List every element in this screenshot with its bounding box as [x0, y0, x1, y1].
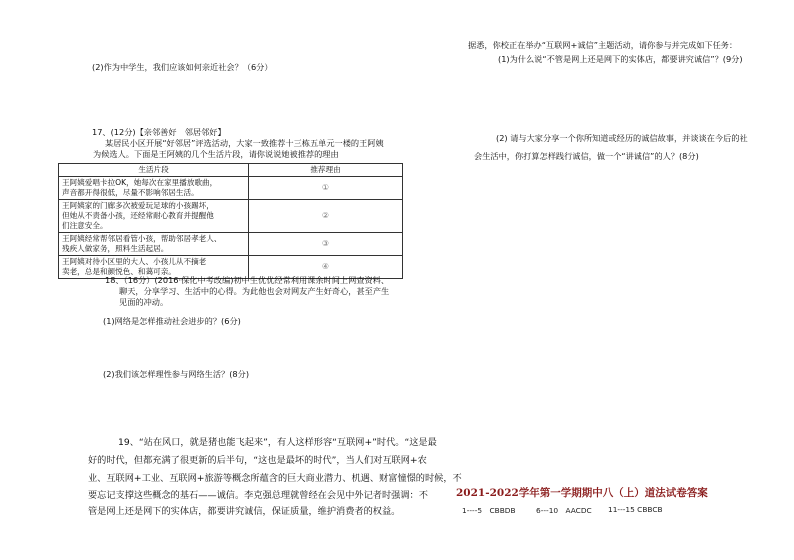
q17-intro-line1: 某居民小区开展“好邻居”评选活动，大家一致推荐十三栋五单元一楼的王阿姨: [105, 138, 384, 148]
q19-line1: 19、“站在风口，就是猪也能飞起来”，有人这样形容“互联网+”时代。“这是最: [118, 437, 437, 448]
q18-part1: (1)网络是怎样推动社会进步的？(6分): [103, 316, 241, 326]
answer-key-title: 2021-2022学年第一学期期中八（上）道法试卷答案: [456, 487, 708, 499]
q19-part1: (1)为什么说“不管是网上还是网下的实体店，都要讲究诚信”？(9分): [498, 54, 743, 64]
fragment-line: 王阿姨家的门廊多次被爱玩足球的小孩踢坏，: [62, 201, 214, 210]
fragment-line: 声音都开得很低，尽量不影响邻居生活。: [62, 188, 199, 197]
q19-task-intro: 据悉，你校正在举办“互联网+诚信”主题活动，请你参与并完成如下任务：: [468, 40, 738, 50]
fragment-line: 王阿姨对待小区里的大人、小孩儿从不摘老: [62, 257, 207, 266]
q19-line5: 管是网上还是网下的实体店，都要讲究诚信，保证质量，维护消费者的权益。: [88, 506, 401, 517]
q17-table: [58, 163, 403, 279]
q17-heading: 17、(12分)【亲邻善好 邻居邻好】: [92, 127, 226, 137]
table-header-reason: 推荐理由: [249, 164, 403, 177]
q18-stem-line2: 聊天，分享学习、生活中的心得。为此他也会对网友产生好奇心，甚至产生: [119, 286, 390, 296]
q19-line2: 好的时代，但都充满了很更新的后半句，“这也是最坏的时代”，当人们对互联网+农: [88, 455, 427, 466]
fragment-line: 残疾人做家务，照料生活起居。: [62, 244, 169, 253]
table-row: [59, 233, 403, 256]
reason-cell[interactable]: ①: [249, 177, 403, 200]
fragment-line: 们注意安全。: [62, 221, 108, 230]
reason-cell[interactable]: ②: [249, 200, 403, 233]
table-header-fragment: 生活片段: [59, 164, 249, 177]
q19-line3: 业、互联网+工业、互联网+旅游等概念所蕴含的巨大商业潜力、机遇、财富憧憬的时候，不: [88, 473, 462, 484]
q16-part2: (2)作为中学生，我们应该如何亲近社会？（6分）: [92, 62, 273, 72]
reason-cell[interactable]: ④: [249, 256, 403, 279]
fragment-line: 卖老，总是和颜悦色、和蔼可亲。: [62, 267, 176, 276]
reason-cell[interactable]: ③: [249, 233, 403, 256]
q19-part2-line1: (2) 请与大家分享一个你所知道或经历的诚信故事，并谈谈在今后的社: [496, 133, 748, 143]
answer-group-1: 1----5 CBBDB: [462, 506, 516, 515]
fragment-line: 王阿姨爱唱卡拉OK，她每次在家里播放歌曲，: [62, 178, 218, 187]
q18-stem-line1: 18、（16分）(2016·保化中考改编)初中生优优经常利用课余时间上网查资料、: [105, 275, 390, 285]
table-row: [59, 200, 403, 233]
answer-group-2: 6---10 AACDC: [536, 506, 592, 515]
fragment-cell: [59, 200, 249, 233]
fragment-cell: [59, 177, 249, 200]
fragment-cell: [59, 233, 249, 256]
q19-line4: 要忘记支撑这些概念的基石——诚信。李克强总理就曾经在会见中外记者时强调：不: [88, 490, 428, 501]
fragment-line: 但她从不责备小孩，还经常耐心教育并提醒他: [62, 211, 214, 220]
q19-part2-line2: 会生活中，你打算怎样践行诚信，做一个“讲诚信”的人？(8分): [474, 151, 699, 161]
fragment-line: 王阿姨经常帮邻居看管小孩，帮助邻居孝老人、: [62, 234, 222, 243]
q18-part2: (2)我们该怎样理性参与网络生活？(8分): [103, 369, 250, 379]
q17-intro-line2: 为候选人。下面是王阿姨的几个生活片段，请你说说她被推荐的理由: [93, 149, 339, 159]
answer-group-3: 11---15 CBBCB: [608, 505, 663, 514]
table-row: [59, 177, 403, 200]
q18-stem-line3: 见面的冲动。: [119, 297, 169, 307]
